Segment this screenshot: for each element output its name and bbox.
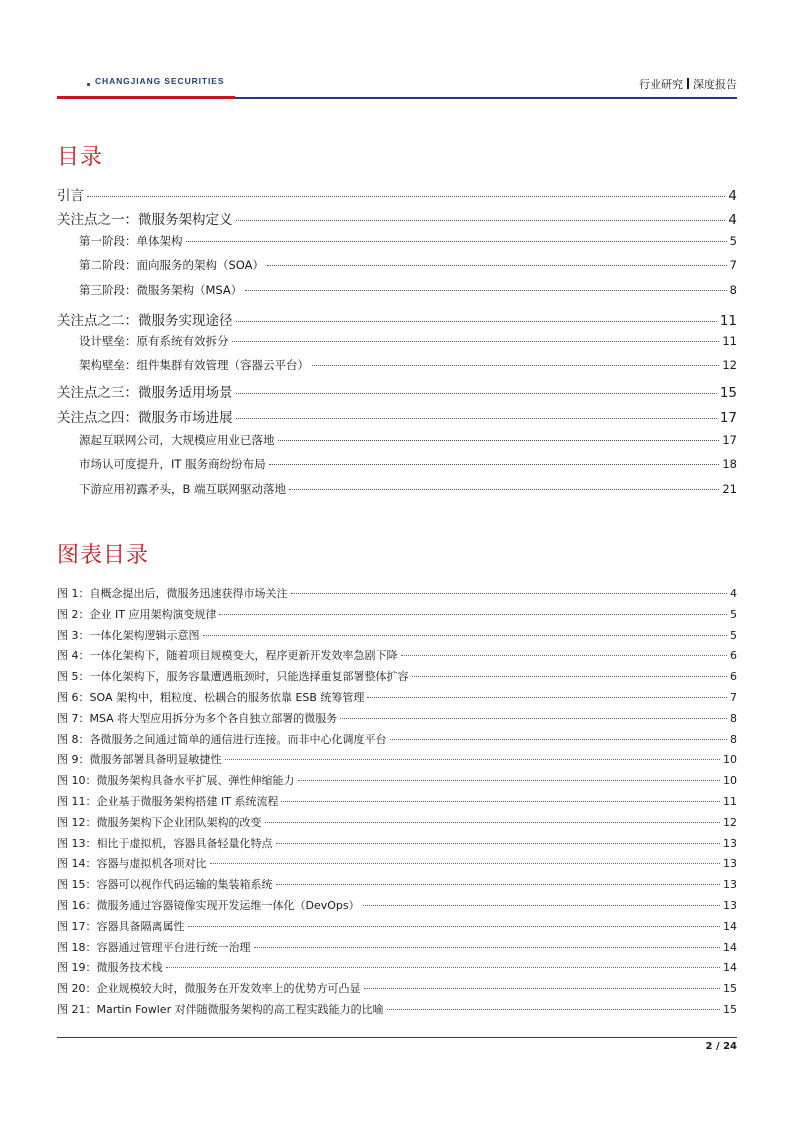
figure-entry-label: 图 14：容器与虚拟机各项对比	[57, 857, 207, 870]
dot-leader	[298, 780, 721, 781]
toc-entry-page: 17	[719, 410, 737, 426]
figure-entry-label: 图 19：微服务技术栈	[57, 961, 163, 974]
dot-leader	[236, 418, 717, 419]
figure-entry-page: 11	[723, 795, 737, 808]
figure-entry-label: 图 15：容器可以视作代码运输的集装箱系统	[57, 878, 273, 891]
figure-entry-label: 图 17：容器具备隔离属性	[57, 920, 185, 933]
figure-entry-page: 14	[723, 920, 737, 933]
dot-leader	[364, 988, 721, 989]
toc-entry[interactable]	[57, 406, 737, 428]
dot-leader	[232, 341, 720, 342]
dot-leader	[203, 635, 728, 636]
dot-leader	[367, 697, 727, 698]
figure-entry[interactable]	[57, 897, 737, 913]
toc-entry-page: 11	[722, 334, 737, 348]
figure-entry-page: 13	[723, 857, 737, 870]
figure-entry-label: 图 12：微服务架构下企业团队架构的改变	[57, 816, 262, 829]
figure-entry-page: 6	[730, 649, 737, 662]
toc-entry-page: 11	[719, 313, 737, 329]
dot-leader	[254, 947, 721, 948]
toc-entry-label: 关注点之四：微服务市场进展	[57, 410, 233, 426]
dot-leader	[188, 926, 721, 927]
figure-entry[interactable]	[57, 959, 737, 975]
figure-entry[interactable]	[57, 918, 737, 934]
dot-leader	[236, 321, 717, 322]
figure-entry-label: 图 2：企业 IT 应用架构演变规律	[57, 608, 217, 621]
figure-entry-page: 8	[730, 733, 737, 746]
figure-entry[interactable]	[57, 876, 737, 892]
figure-entry-page: 14	[723, 961, 737, 974]
figure-entry[interactable]	[57, 814, 737, 830]
toc-entry-page: 18	[722, 457, 737, 471]
toc-entry-page: 8	[729, 283, 737, 297]
company-logo: CHANGJIANG SECURITIES	[95, 76, 225, 86]
figure-entry[interactable]	[57, 606, 737, 622]
figure-entry-page: 13	[723, 878, 737, 891]
toc-entry-page: 4	[728, 212, 737, 228]
dot-leader	[291, 593, 728, 594]
dot-leader	[278, 440, 720, 441]
figure-entry-label: 图 10：微服务架构具备水平扩展、弹性伸缩能力	[57, 774, 295, 787]
figure-entry-page: 12	[723, 816, 737, 829]
page-number: 2 / 24	[705, 1041, 737, 1052]
figure-entry-page: 7	[730, 691, 737, 704]
toc-entry-label: 下游应用初露矛头，B 端互联网驱动落地	[79, 482, 287, 496]
toc-entry-label: 关注点之一：微服务架构定义	[57, 212, 233, 228]
logo-mark-icon	[87, 83, 90, 86]
figure-entry-page: 13	[723, 837, 737, 850]
toc-entry[interactable]	[79, 357, 737, 375]
figure-entry-label: 图 1：自概念提出后，微服务迅速获得市场关注	[57, 587, 288, 600]
dot-leader	[412, 676, 728, 677]
dot-leader	[219, 614, 727, 615]
figure-entry-page: 13	[723, 899, 737, 912]
figure-entry[interactable]	[57, 855, 737, 871]
figure-entry-page: 15	[723, 1003, 737, 1016]
figure-entry-label: 图 18：容器通过管理平台进行统一治理	[57, 941, 251, 954]
figure-entry-page: 10	[723, 753, 737, 766]
dot-leader	[245, 290, 726, 291]
separator-bar	[687, 78, 689, 89]
figure-entry[interactable]	[57, 980, 737, 996]
dot-leader	[166, 967, 721, 968]
figures-title: 图表目录	[57, 543, 150, 568]
figure-entry[interactable]	[57, 731, 737, 747]
figure-entry[interactable]	[57, 689, 737, 705]
dot-leader	[210, 863, 721, 864]
toc-entry-label: 第三阶段：微服务架构（MSA）	[79, 283, 243, 297]
figure-entry-label: 图 8：各微服务之间通过简单的通信进行连接。而非中心化调度平台	[57, 733, 387, 746]
dot-leader	[401, 655, 728, 656]
toc-entry-page: 12	[722, 358, 737, 372]
footer-rule	[57, 1037, 737, 1038]
toc-entry-label: 架构壁垒：组件集群有效管理（容器云平台）	[79, 358, 309, 372]
figure-entry-label: 图 5：一体化架构下，服务容量遭遇瓶颈时，只能选择重复部署整体扩容	[57, 670, 409, 683]
toc-entry-page: 15	[719, 385, 737, 401]
figure-entry[interactable]	[57, 939, 737, 955]
figure-entry[interactable]	[57, 710, 737, 726]
dot-leader	[276, 884, 721, 885]
dot-leader	[363, 905, 720, 906]
figure-entry-label: 图 7：MSA 将大型应用拆分为多个各自独立部署的微服务	[57, 712, 338, 725]
toc-entry[interactable]	[79, 333, 737, 351]
toc-title: 目录	[57, 145, 104, 170]
toc-entry[interactable]	[79, 481, 737, 499]
figure-entry[interactable]	[57, 1001, 737, 1017]
dot-leader	[225, 759, 721, 760]
toc-entry-page: 21	[722, 482, 737, 496]
toc-entry-label: 关注点之三：微服务适用场景	[57, 385, 233, 401]
figure-entry[interactable]	[57, 627, 737, 643]
toc-entry-label: 关注点之二：微服务实现途径	[57, 313, 233, 329]
toc-entry-label: 第二阶段：面向服务的架构（SOA）	[79, 258, 265, 272]
figure-entry-page: 14	[723, 941, 737, 954]
toc-entry[interactable]	[57, 208, 737, 230]
figure-entry-label: 图 13：相比于虚拟机，容器具备轻量化特点	[57, 837, 273, 850]
figure-entry-label: 图 9：微服务部署具备明显敏捷性	[57, 753, 222, 766]
figure-entry-page: 6	[730, 670, 737, 683]
dot-leader	[281, 801, 720, 802]
header-rule-blue	[235, 97, 737, 99]
figure-entry[interactable]	[57, 585, 737, 601]
toc-entry-label: 第一阶段：单体架构	[79, 234, 183, 248]
dot-leader	[390, 739, 728, 740]
dot-leader	[267, 265, 727, 266]
toc-entry-label: 市场认可度提升，IT 服务商纷纷布局	[79, 457, 266, 471]
dot-leader	[186, 241, 727, 242]
toc-entry-page: 5	[729, 234, 737, 248]
figure-entry-label: 图 4：一体化架构下，随着项目规模变大，程序更新开发效率急剧下降	[57, 649, 398, 662]
figure-entry-label: 图 3：一体化架构逻辑示意图	[57, 629, 200, 642]
toc-entry[interactable]	[79, 257, 737, 275]
dot-leader	[289, 489, 719, 490]
figure-entry-label: 图 20：企业规模较大时，微服务在开发效率上的优势方可凸显	[57, 982, 361, 995]
figure-entry-page: 10	[723, 774, 737, 787]
report-category	[639, 76, 737, 92]
dot-leader	[265, 822, 721, 823]
figure-entry-page: 15	[723, 982, 737, 995]
figure-entry-page: 4	[730, 587, 737, 600]
dot-leader	[276, 843, 721, 844]
figure-entry-page: 8	[730, 712, 737, 725]
figure-entry-label: 图 16：微服务通过容器镜像实现开发运维一体化（DevOps）	[57, 899, 360, 912]
toc-entry[interactable]	[79, 432, 737, 450]
dot-leader	[340, 718, 727, 719]
figure-entry[interactable]	[57, 835, 737, 851]
toc-entry-label: 引言	[57, 188, 84, 204]
toc-entry[interactable]	[79, 282, 737, 300]
dot-leader	[236, 220, 726, 221]
figure-entry[interactable]	[57, 668, 737, 684]
figure-entry-page: 5	[730, 629, 737, 642]
figure-entry[interactable]	[57, 751, 737, 767]
toc-entry[interactable]	[57, 309, 737, 331]
dot-leader	[87, 196, 725, 197]
dot-leader	[236, 393, 717, 394]
header-rule-red	[57, 96, 235, 99]
figure-entry[interactable]	[57, 772, 737, 788]
dot-leader	[387, 1009, 720, 1010]
toc-entry[interactable]	[57, 184, 737, 206]
toc-entry[interactable]	[57, 381, 737, 403]
toc-entry[interactable]	[79, 456, 737, 474]
figure-entry[interactable]	[57, 647, 737, 663]
dot-leader	[312, 365, 719, 366]
toc-entry[interactable]	[79, 233, 737, 251]
figure-entry[interactable]	[57, 793, 737, 809]
toc-entry-label: 设计壁垒：原有系统有效拆分	[79, 334, 229, 348]
dot-leader	[269, 464, 720, 465]
toc-entry-label: 源起互联网公司，大规模应用业已落地	[79, 433, 275, 447]
report-type-label: 深度报告	[693, 78, 737, 91]
figure-entry-label: 图 21：Martin Fowler 对伴随微服务架构的高工程实践能力的比喻	[57, 1003, 384, 1016]
toc-entry-page: 7	[729, 258, 737, 272]
figure-entry-label: 图 6：SOA 架构中，粗粒度、松耦合的服务依靠 ESB 统筹管理	[57, 691, 365, 704]
category-label: 行业研究	[639, 78, 683, 91]
figure-entry-label: 图 11：企业基于微服务架构搭建 IT 系统流程	[57, 795, 279, 808]
toc-entry-page: 4	[728, 188, 737, 204]
figure-entry-page: 5	[730, 608, 737, 621]
toc-entry-page: 17	[722, 433, 737, 447]
